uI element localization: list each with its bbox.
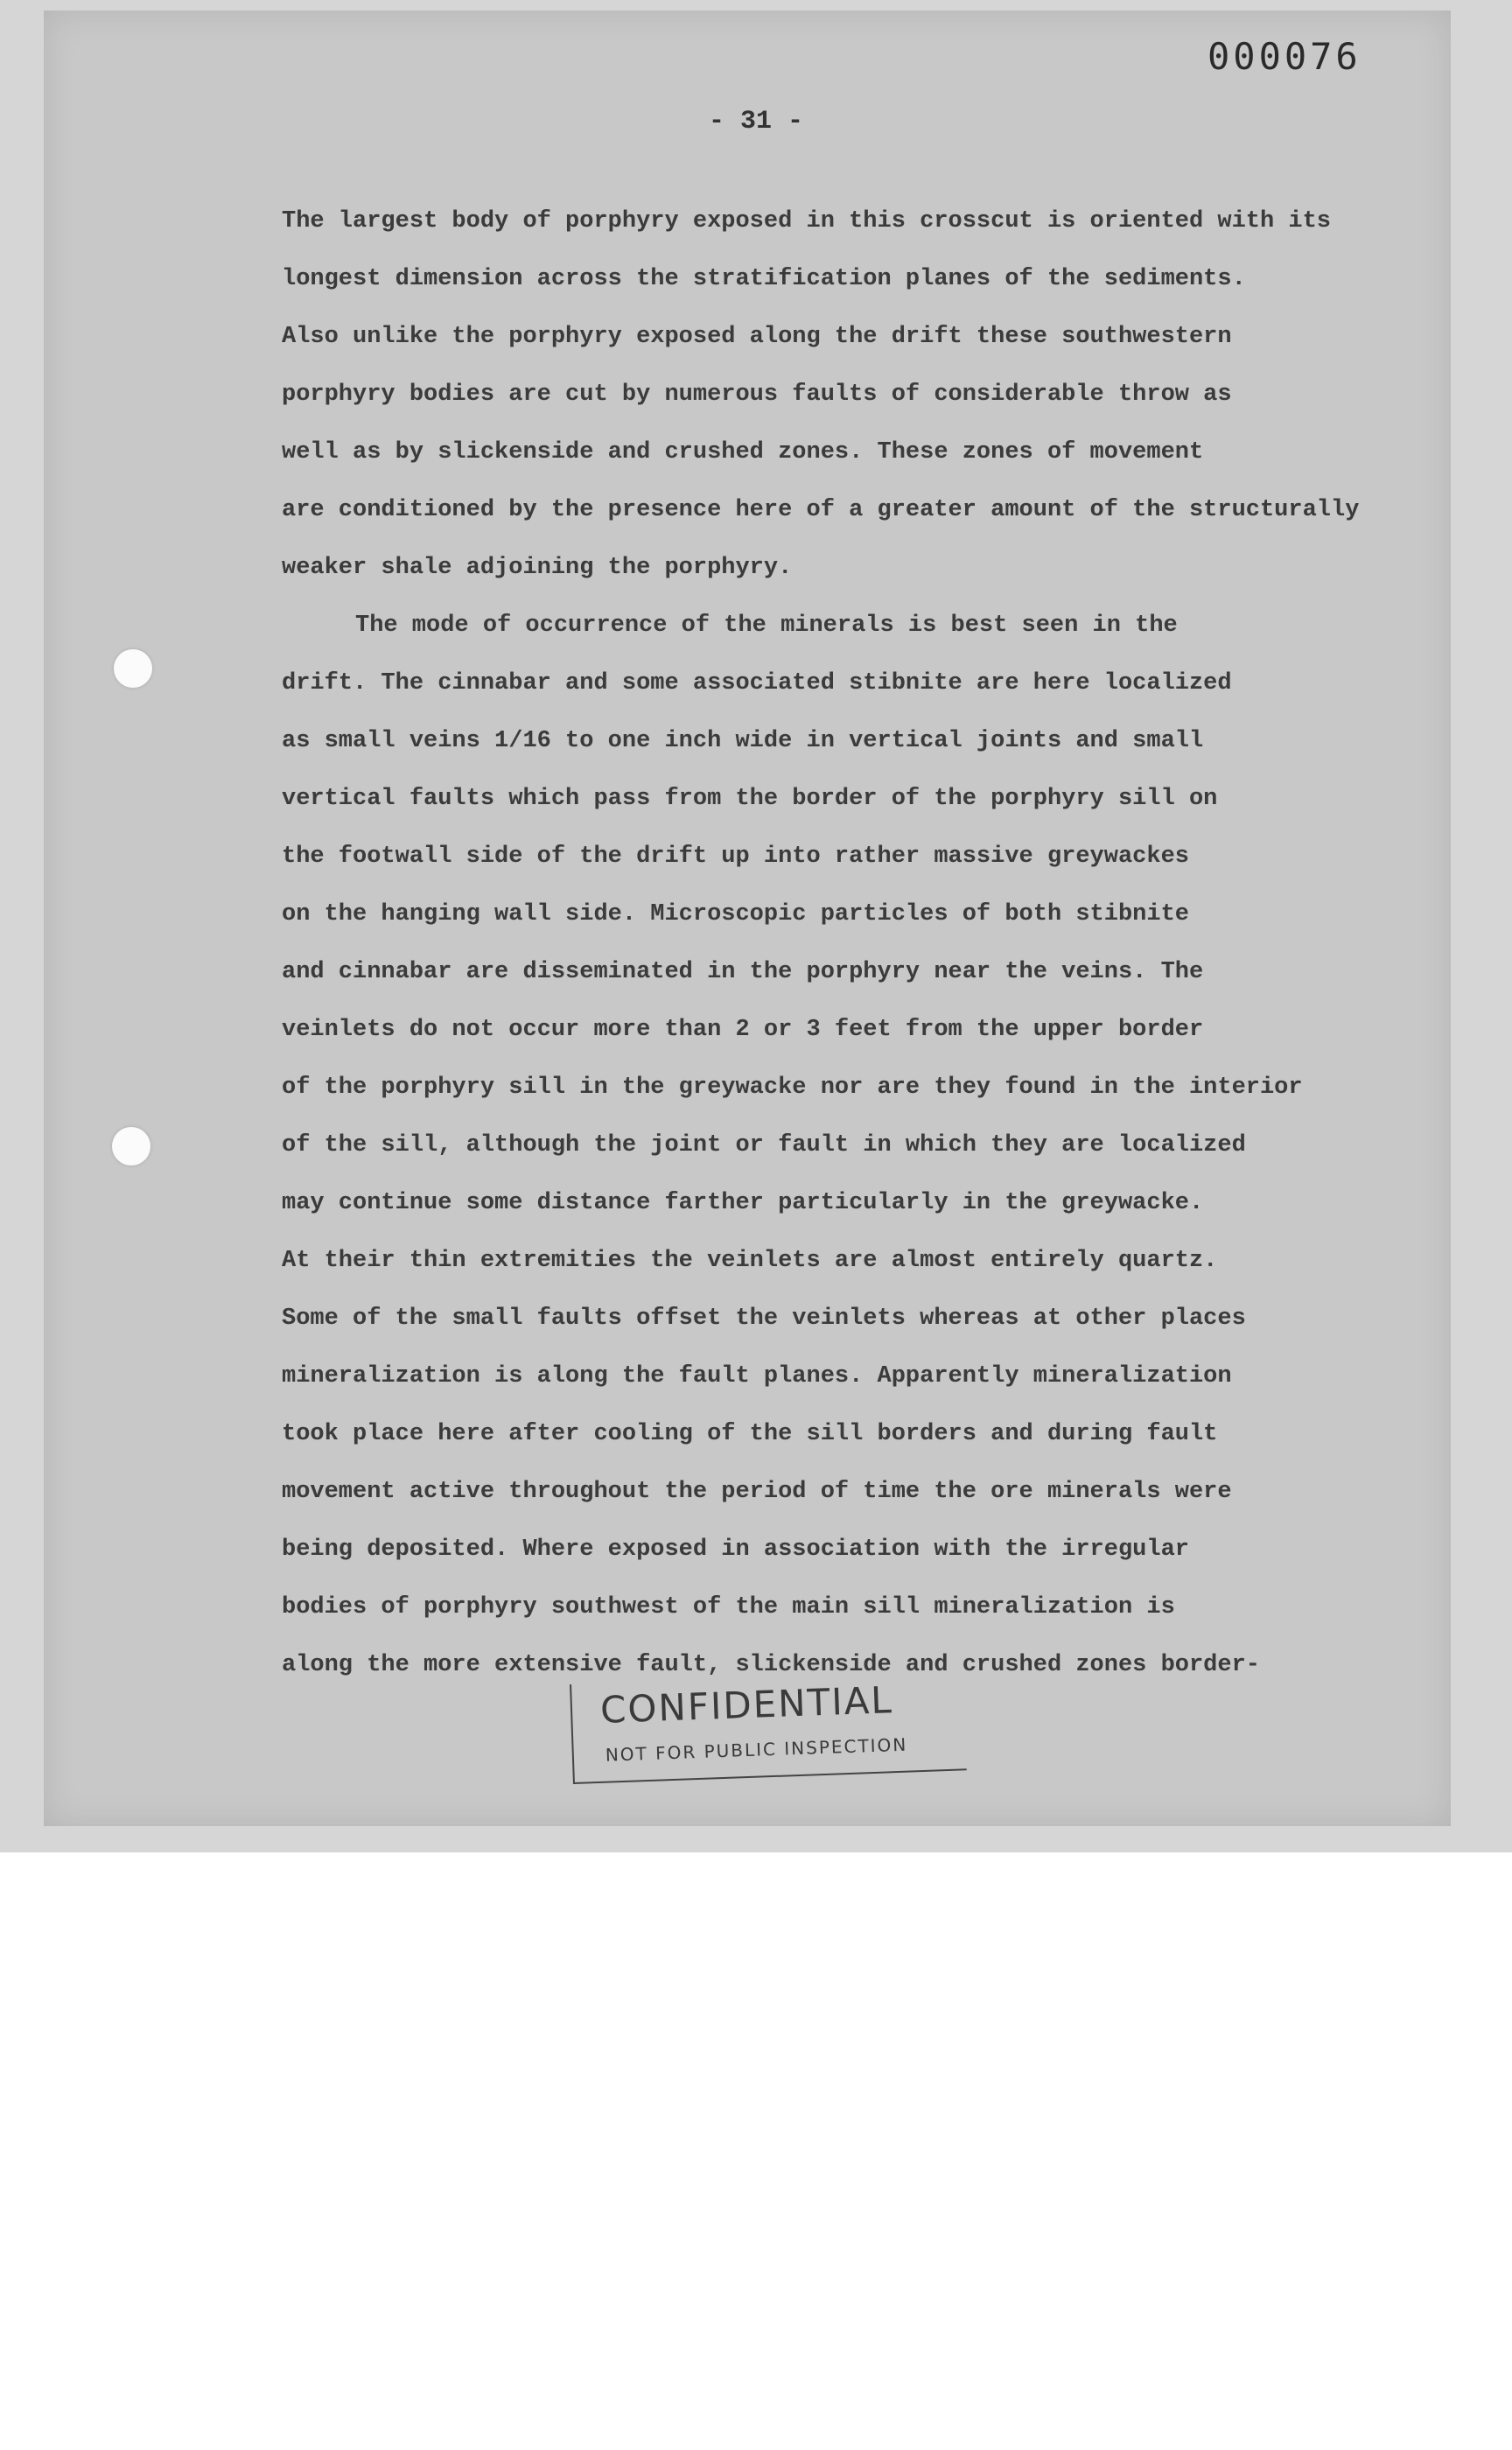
text-line: may continue some distance farther particularly in the greywacke. bbox=[282, 1190, 1204, 1216]
paragraph-1 bbox=[282, 192, 1419, 597]
text-line: porphyry bodies are cut by numerous faults of considerable throw as bbox=[282, 382, 1232, 408]
body-text bbox=[282, 192, 1419, 1694]
text-line: weaker shale adjoining the porphyry. bbox=[282, 555, 793, 581]
paragraph-2 bbox=[282, 597, 1419, 1694]
text-line: of the sill, although the joint or fault in which they are localized bbox=[282, 1132, 1246, 1158]
text-line: are conditioned by the presence here of a greater amount of the structurally bbox=[282, 497, 1360, 523]
stamp-title: CONFIDENTIAL bbox=[599, 1678, 894, 1732]
page-number: - 31 - bbox=[708, 107, 804, 136]
stamp-subtitle: NOT FOR PUBLIC INSPECTION bbox=[605, 1733, 908, 1766]
text-line: movement active throughout the period of time the ore minerals were bbox=[282, 1479, 1232, 1505]
text-line: and cinnabar are disseminated in the porphyry near the veins. The bbox=[282, 959, 1204, 985]
text-line: being deposited. Where exposed in association with the irregular bbox=[282, 1536, 1189, 1563]
text-line: as small veins 1/16 to one inch wide in vertical joints and small bbox=[282, 728, 1204, 754]
punch-hole-icon bbox=[114, 649, 152, 688]
text-line: on the hanging wall side. Microscopic particles of both stibnite bbox=[282, 901, 1189, 928]
confidential-stamp bbox=[570, 1670, 967, 1784]
text-line: well as by slickenside and crushed zones. These zones of movement bbox=[282, 439, 1204, 466]
text-line: longest dimension across the stratification planes of the sediments. bbox=[282, 266, 1246, 292]
text-line: Also unlike the porphyry exposed along the drift these southwestern bbox=[282, 324, 1232, 350]
document-number: 000076 bbox=[1208, 35, 1362, 78]
text-line: veinlets do not occur more than 2 or 3 feet from the upper border bbox=[282, 1017, 1204, 1043]
text-line: took place here after cooling of the sill borders and during fault bbox=[282, 1421, 1218, 1447]
text-line: the footwall side of the drift up into rather massive greywackes bbox=[282, 844, 1189, 870]
punch-hole-icon bbox=[112, 1127, 150, 1166]
text-line: mineralization is along the fault planes. Apparently mineralization bbox=[282, 1363, 1232, 1390]
text-line: The largest body of porphyry exposed in this crosscut is oriented with its bbox=[282, 208, 1331, 234]
text-line: Some of the small faults offset the veinlets whereas at other places bbox=[282, 1306, 1246, 1332]
text-line: vertical faults which pass from the border of the porphyry sill on bbox=[282, 786, 1218, 812]
text-line: At their thin extremities the veinlets are almost entirely quartz. bbox=[282, 1248, 1218, 1274]
text-line: drift. The cinnabar and some associated stibnite are here localized bbox=[282, 670, 1232, 696]
text-line: bodies of porphyry southwest of the main sill mineralization is bbox=[282, 1594, 1175, 1620]
text-line: The mode of occurrence of the minerals is best seen in the bbox=[355, 612, 1178, 639]
text-line: of the porphyry sill in the greywacke nor are they found in the interior bbox=[282, 1074, 1303, 1101]
text-line: along the more extensive fault, slickenside and crushed zones border- bbox=[282, 1652, 1260, 1678]
